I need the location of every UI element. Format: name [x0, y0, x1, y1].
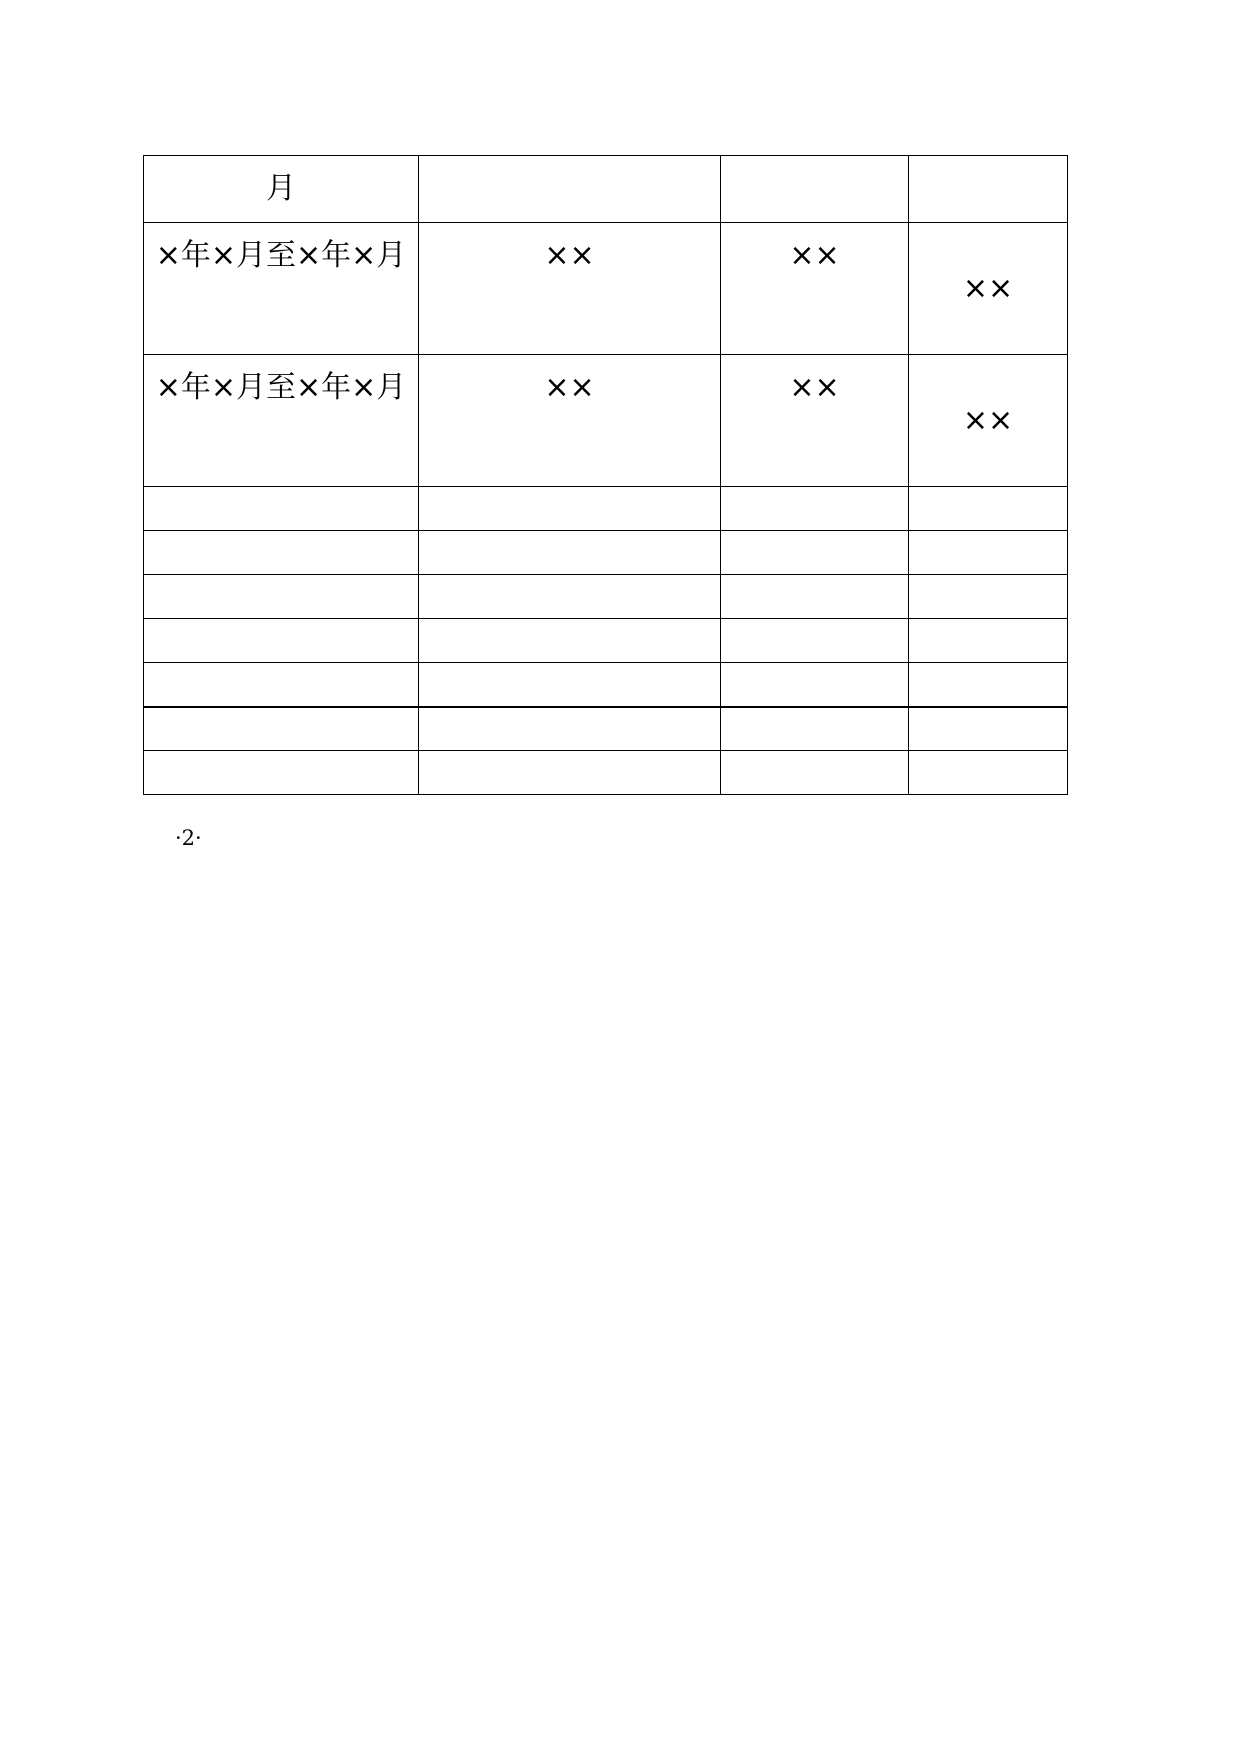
table-row — [144, 487, 1068, 531]
table-cell-period: 月 — [144, 156, 419, 223]
table-cell — [909, 531, 1068, 575]
table-cell — [419, 751, 721, 795]
table-cell — [144, 751, 419, 795]
table-row — [144, 707, 1068, 751]
table-cell — [909, 575, 1068, 619]
table-cell — [721, 663, 909, 707]
table-cell — [419, 156, 721, 223]
work-history-table — [143, 155, 1068, 795]
table-cell — [721, 156, 909, 223]
table-cell: ×× — [419, 223, 721, 355]
table-cell — [721, 619, 909, 663]
table-cell — [144, 575, 419, 619]
table-cell — [419, 707, 721, 751]
table-row — [144, 575, 1068, 619]
table-row — [144, 663, 1068, 707]
table-cell — [909, 707, 1068, 751]
table-row — [144, 531, 1068, 575]
table-cell — [144, 531, 419, 575]
table-cell — [909, 619, 1068, 663]
table-cell — [721, 707, 909, 751]
table-cell — [909, 751, 1068, 795]
table-cell — [419, 619, 721, 663]
table-cell — [144, 619, 419, 663]
page-number: ·2· — [175, 826, 202, 850]
table-cell: ×× — [419, 355, 721, 487]
table-cell: ×× — [909, 355, 1068, 487]
table-cell — [909, 487, 1068, 531]
table-cell-period: ×年×月至×年×月 — [144, 355, 419, 487]
table-row — [144, 355, 1068, 487]
table-cell: ×× — [721, 223, 909, 355]
table-row — [144, 619, 1068, 663]
table-cell — [144, 487, 419, 531]
table-cell — [144, 707, 419, 751]
table-cell-period: ×年×月至×年×月 — [144, 223, 419, 355]
table-cell — [721, 751, 909, 795]
table-cell — [419, 531, 721, 575]
table-cell — [909, 156, 1068, 223]
table-row — [144, 156, 1068, 223]
table-row — [144, 751, 1068, 795]
table-row — [144, 223, 1068, 355]
table-cell — [419, 575, 721, 619]
table-cell — [909, 663, 1068, 707]
table-cell — [419, 487, 721, 531]
table-cell — [721, 531, 909, 575]
table-cell: ×× — [909, 223, 1068, 355]
table-cell — [721, 575, 909, 619]
table-cell — [419, 663, 721, 707]
table-cell — [144, 663, 419, 707]
table-cell: ×× — [721, 355, 909, 487]
table-cell — [721, 487, 909, 531]
